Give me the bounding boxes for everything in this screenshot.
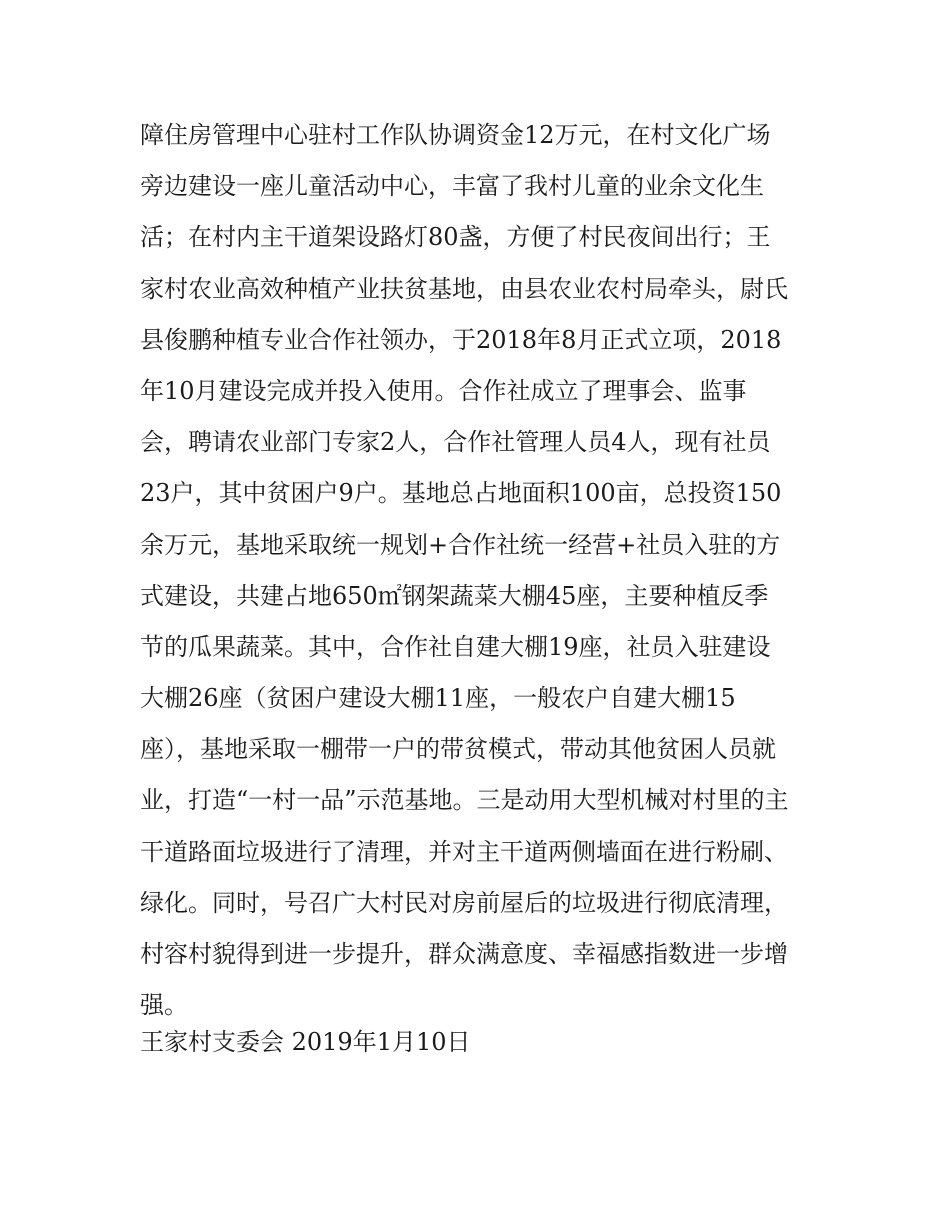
paragraph-line: 会，聘请农业部门专家2人，合作社管理人员4人，现有社员 [140,428,771,457]
paragraph-line: 座），基地采取一棚带一户的带贫模式，带动其他贫困人员就 [140,735,776,764]
paragraph-line: 大棚26座（贫困户建设大棚11座，一般农户自建大棚15 [140,684,736,713]
paragraph-line: 家村农业高效种植产业扶贫基地，由县农业农村局牵头，尉氏 [140,274,788,303]
paragraph-line: 县俊鹏种植专业合作社领办，于2018年8月正式立项，2018 [140,325,782,354]
body-paragraph [140,110,830,1031]
paragraph-line: 余万元，基地采取统一规划+合作社统一经营+社员入驻的方 [140,530,781,559]
paragraph-line: 强。 [140,991,188,1020]
paragraph-line: 年10月建设完成并投入使用。合作社成立了理事会、监事 [140,376,747,405]
paragraph-line: 活；在村内主干道架设路灯80盏，方便了村民夜间出行；王 [140,223,771,252]
paragraph-line: 绿化。同时，号召广大村民对房前屋后的垃圾进行彻底清理， [140,888,788,917]
paragraph-line: 23户，其中贫困户9户。基地总占地面积100亩，总投资150 [140,479,782,508]
paragraph-line: 障住房管理中心驻村工作队协调资金12万元，在村文化广场 [140,121,771,149]
paragraph-line: 式建设，共建占地650㎡钢架蔬菜大棚45座，主要种植反季 [140,581,769,610]
signature-line: 王家村支委会 2019年1月10日 [140,1028,471,1056]
paragraph-line: 业，打造“一村一品”示范基地。三是动用大型机械对村里的主 [140,786,789,815]
paragraph-line: 干道路面垃圾进行了清理，并对主干道两侧墙面在进行粉刷、 [140,837,788,866]
paragraph-line: 旁边建设一座儿童活动中心，丰富了我村儿童的业余文化生 [140,172,764,201]
paragraph-line: 节的瓜果蔬菜。其中，合作社自建大棚19座，社员入驻建设 [140,632,771,661]
paragraph-line: 村容村貌得到进一步提升，群众满意度、幸福感指数进一步增 [140,940,788,968]
